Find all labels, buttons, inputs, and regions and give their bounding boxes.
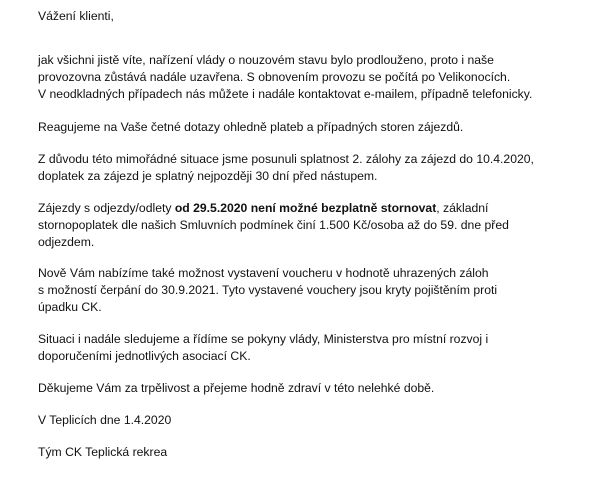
salutation: Vážení klienti,: [38, 9, 114, 23]
paragraph-6-line-2: doporučeními jednotlivých asociací CK.: [38, 349, 251, 363]
paragraph-4-line-1: [38, 200, 488, 217]
place-date: V Teplicích dne 1.4.2020: [38, 413, 172, 427]
paragraph-2-line-1: Reagujeme na Vaše četné dotazy ohledně plateb a případných storen zájezdů.: [38, 120, 464, 134]
paragraph-4-line-1-end: , základní: [436, 201, 489, 215]
paragraph-1-line-3: V neodkladných případech nás můžete i nadále kontaktovat e-mailem, případně telefonicky.: [38, 87, 533, 101]
signature: Tým CK Teplická rekrea: [38, 445, 168, 459]
paragraph-4-line-1-start: Zájezdy s odjezdy/odlety: [38, 201, 175, 215]
paragraph-1-line-1: jak všichni jistě víte, nařízení vlády o nouzovém stavu bylo prodlouženo, proto i naše: [38, 53, 494, 67]
paragraph-1-line-2: provozovna zůstává nadále uzavřena. S obnovením provozu se počítá po Velikonocích.: [38, 70, 511, 84]
paragraph-5-line-2: s možností čerpání do 30.9.2021. Tyto vystavené vouchery jsou kryty pojištěním proti: [38, 283, 498, 297]
paragraph-4-line-3: odjezdem.: [38, 235, 95, 249]
paragraph-5-line-3: úpadku CK.: [38, 300, 102, 314]
storno-deadline-emphasis: od 29.5.2020 není možné bezplatně stornovat: [174, 201, 437, 215]
paragraph-5-line-1: Nově Vám nabízíme také možnost vystavení voucheru v hodnotě uhrazených záloh: [38, 266, 489, 280]
paragraph-6-line-1: Situaci i nadále sledujeme a řídíme se pokyny vlády, Ministerstva pro místní rozvoj i: [38, 332, 489, 346]
paragraph-3-line-1: Z důvodu této mimořádné situace jsme posunuli splatnost 2. zálohy za zájezd do 10.4.2020,: [38, 152, 534, 166]
paragraph-7-line-1: Děkujeme Vám za trpělivost a přejeme hodně zdraví v této nelehké době.: [38, 381, 435, 395]
paragraph-3-line-2: doplatek za zájezd je splatný nejpozději 30 dní před nástupem.: [38, 169, 378, 183]
paragraph-4-line-2: stornopoplatek dle našich Smluvních podmínek činí 1.500 Kč/osoba až do 59. dne před: [38, 218, 509, 232]
